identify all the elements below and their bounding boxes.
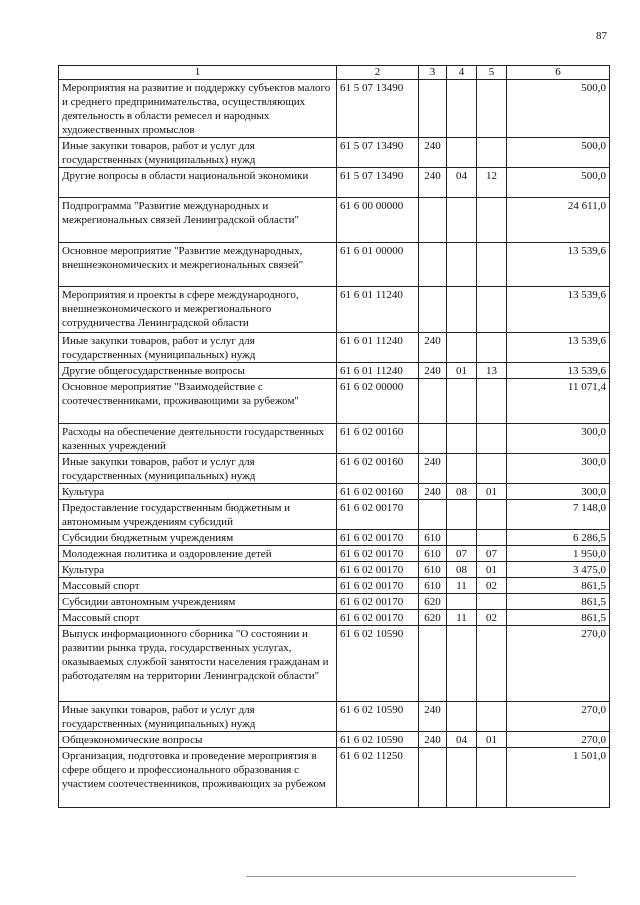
table-row <box>59 80 610 138</box>
row-name: Общеэкономические вопросы <box>59 732 337 748</box>
row-section: 11 <box>447 610 477 626</box>
row-name: Иные закупки товаров, работ и услуг для государственных (муниципальных) нужд <box>59 454 337 484</box>
row-expense-type: 240 <box>419 732 447 748</box>
row-code: 61 6 02 00170 <box>337 562 419 578</box>
row-expense-type: 610 <box>419 546 447 562</box>
row-subsection <box>477 530 507 546</box>
row-code: 61 6 02 11250 <box>337 748 419 808</box>
row-code: 61 5 07 13490 <box>337 138 419 168</box>
row-subsection <box>477 287 507 333</box>
row-subsection: 02 <box>477 578 507 594</box>
row-amount: 6 286,5 <box>507 530 610 546</box>
row-section <box>447 500 477 530</box>
row-expense-type: 240 <box>419 168 447 198</box>
row-code: 61 6 00 00000 <box>337 198 419 243</box>
row-subsection: 01 <box>477 562 507 578</box>
table-row <box>59 702 610 732</box>
row-name: Культура <box>59 484 337 500</box>
row-amount: 13 539,6 <box>507 243 610 287</box>
row-amount: 500,0 <box>507 138 610 168</box>
row-section <box>447 424 477 454</box>
row-subsection: 07 <box>477 546 507 562</box>
row-name: Иные закупки товаров, работ и услуг для государственных (муниципальных) нужд <box>59 333 337 363</box>
row-section <box>447 702 477 732</box>
header-col-3: 3 <box>419 66 447 80</box>
row-name: Другие общегосударственные вопросы <box>59 363 337 379</box>
header-col-2: 2 <box>337 66 419 80</box>
row-expense-type <box>419 287 447 333</box>
row-name: Массовый спорт <box>59 610 337 626</box>
row-expense-type <box>419 748 447 808</box>
row-section <box>447 243 477 287</box>
row-section: 04 <box>447 168 477 198</box>
row-amount: 300,0 <box>507 484 610 500</box>
row-subsection: 02 <box>477 610 507 626</box>
table-row <box>59 379 610 424</box>
row-name: Основное мероприятие "Взаимодействие с соотечественниками, проживающими за рубежом" <box>59 379 337 424</box>
row-expense-type: 610 <box>419 562 447 578</box>
row-expense-type <box>419 80 447 138</box>
row-code: 61 6 01 11240 <box>337 333 419 363</box>
row-amount: 300,0 <box>507 424 610 454</box>
row-amount: 13 539,6 <box>507 363 610 379</box>
row-amount: 270,0 <box>507 732 610 748</box>
row-amount: 13 539,6 <box>507 287 610 333</box>
row-amount: 270,0 <box>507 702 610 732</box>
row-expense-type <box>419 626 447 702</box>
table-row <box>59 500 610 530</box>
row-code: 61 6 02 00160 <box>337 424 419 454</box>
header-col-6: 6 <box>507 66 610 80</box>
table-row <box>59 424 610 454</box>
row-amount: 24 611,0 <box>507 198 610 243</box>
row-subsection <box>477 702 507 732</box>
table-row <box>59 626 610 702</box>
table-row <box>59 578 610 594</box>
row-name: Основное мероприятие "Развитие международных, внешнеэкономических и межрегиональных связей" <box>59 243 337 287</box>
row-section: 07 <box>447 546 477 562</box>
table-row <box>59 287 610 333</box>
row-name: Мероприятия и проекты в сфере международного, внешнеэкономического и межрегионального сотрудничества Ленинградской области <box>59 287 337 333</box>
row-expense-type <box>419 243 447 287</box>
page-bottom-rule <box>246 876 576 877</box>
row-section <box>447 333 477 363</box>
row-section <box>447 454 477 484</box>
row-amount: 1 950,0 <box>507 546 610 562</box>
row-code: 61 6 02 00170 <box>337 578 419 594</box>
table-row <box>59 732 610 748</box>
row-section <box>447 379 477 424</box>
row-code: 61 6 02 00170 <box>337 594 419 610</box>
row-amount: 861,5 <box>507 594 610 610</box>
table-row <box>59 530 610 546</box>
row-code: 61 6 02 00170 <box>337 610 419 626</box>
table-row <box>59 243 610 287</box>
row-expense-type <box>419 500 447 530</box>
budget-table <box>58 65 610 808</box>
row-name: Организация, подготовка и проведение мероприятия в сфере общего и профессионального образования с участием соотечественников, проживающих за рубежом <box>59 748 337 808</box>
row-name: Субсидии бюджетным учреждениям <box>59 530 337 546</box>
row-amount: 1 501,0 <box>507 748 610 808</box>
row-amount: 270,0 <box>507 626 610 702</box>
row-subsection <box>477 424 507 454</box>
row-amount: 300,0 <box>507 454 610 484</box>
row-amount: 7 148,0 <box>507 500 610 530</box>
row-subsection <box>477 454 507 484</box>
table-row <box>59 168 610 198</box>
row-subsection: 01 <box>477 484 507 500</box>
row-section <box>447 287 477 333</box>
row-subsection: 13 <box>477 363 507 379</box>
row-name: Иные закупки товаров, работ и услуг для государственных (муниципальных) нужд <box>59 138 337 168</box>
row-name: Мероприятия на развитие и поддержку субъектов малого и среднего предпринимательства, осуществляющих деятельность в области ремесел и народных художественных промыслов <box>59 80 337 138</box>
row-subsection: 12 <box>477 168 507 198</box>
table-row <box>59 562 610 578</box>
row-section: 04 <box>447 732 477 748</box>
row-expense-type: 240 <box>419 484 447 500</box>
row-section: 01 <box>447 363 477 379</box>
row-name: Предоставление государственным бюджетным и автономным учреждениям субсидий <box>59 500 337 530</box>
row-code: 61 6 02 00170 <box>337 546 419 562</box>
row-subsection: 01 <box>477 732 507 748</box>
row-subsection <box>477 138 507 168</box>
row-subsection <box>477 748 507 808</box>
header-col-5: 5 <box>477 66 507 80</box>
table-row <box>59 333 610 363</box>
row-section: 11 <box>447 578 477 594</box>
row-code: 61 6 01 00000 <box>337 243 419 287</box>
row-name: Иные закупки товаров, работ и услуг для государственных (муниципальных) нужд <box>59 702 337 732</box>
row-amount: 11 071,4 <box>507 379 610 424</box>
row-name: Расходы на обеспечение деятельности государственных казенных учреждений <box>59 424 337 454</box>
row-expense-type: 240 <box>419 454 447 484</box>
row-section <box>447 626 477 702</box>
table-row <box>59 610 610 626</box>
row-code: 61 6 02 00170 <box>337 500 419 530</box>
row-subsection <box>477 333 507 363</box>
row-name: Культура <box>59 562 337 578</box>
row-subsection <box>477 243 507 287</box>
row-expense-type: 240 <box>419 363 447 379</box>
row-subsection <box>477 379 507 424</box>
row-name: Молодежная политика и оздоровление детей <box>59 546 337 562</box>
row-subsection <box>477 500 507 530</box>
row-expense-type: 240 <box>419 702 447 732</box>
table-header-row <box>59 66 610 80</box>
row-code: 61 6 02 10590 <box>337 626 419 702</box>
row-subsection <box>477 198 507 243</box>
row-expense-type <box>419 379 447 424</box>
table-row <box>59 546 610 562</box>
table-row <box>59 594 610 610</box>
row-code: 61 6 02 00170 <box>337 530 419 546</box>
row-section: 08 <box>447 562 477 578</box>
row-section <box>447 748 477 808</box>
row-amount: 861,5 <box>507 578 610 594</box>
row-amount: 500,0 <box>507 168 610 198</box>
page-number: 87 <box>596 30 607 42</box>
row-name: Выпуск информационного сборника "О состоянии и развитии рынка труда, государственных услугах, оказываемых службой занятости населения гражданам и работодателям на территории Ленинградской области" <box>59 626 337 702</box>
row-name: Массовый спорт <box>59 578 337 594</box>
row-name: Подпрограмма "Развитие международных и межрегиональных связей Ленинградской области" <box>59 198 337 243</box>
header-col-1: 1 <box>59 66 337 80</box>
table-row <box>59 484 610 500</box>
row-expense-type: 240 <box>419 138 447 168</box>
row-code: 61 5 07 13490 <box>337 80 419 138</box>
row-section: 08 <box>447 484 477 500</box>
row-expense-type <box>419 198 447 243</box>
row-expense-type: 610 <box>419 530 447 546</box>
row-subsection <box>477 80 507 138</box>
row-code: 61 6 02 00160 <box>337 484 419 500</box>
row-code: 61 6 02 00000 <box>337 379 419 424</box>
table-row <box>59 363 610 379</box>
row-amount: 861,5 <box>507 610 610 626</box>
table-row <box>59 138 610 168</box>
row-code: 61 6 02 00160 <box>337 454 419 484</box>
row-name: Другие вопросы в области национальной экономики <box>59 168 337 198</box>
row-code: 61 6 01 11240 <box>337 287 419 333</box>
row-section <box>447 80 477 138</box>
row-section <box>447 530 477 546</box>
table-row <box>59 454 610 484</box>
row-code: 61 6 02 10590 <box>337 702 419 732</box>
row-code: 61 5 07 13490 <box>337 168 419 198</box>
row-expense-type: 620 <box>419 610 447 626</box>
row-amount: 3 475,0 <box>507 562 610 578</box>
row-amount: 500,0 <box>507 80 610 138</box>
row-section <box>447 138 477 168</box>
row-expense-type: 620 <box>419 594 447 610</box>
table-row <box>59 198 610 243</box>
row-subsection <box>477 594 507 610</box>
row-subsection <box>477 626 507 702</box>
row-code: 61 6 02 10590 <box>337 732 419 748</box>
header-col-4: 4 <box>447 66 477 80</box>
row-amount: 13 539,6 <box>507 333 610 363</box>
row-expense-type <box>419 424 447 454</box>
row-code: 61 6 01 11240 <box>337 363 419 379</box>
row-expense-type: 610 <box>419 578 447 594</box>
table-body <box>59 80 610 808</box>
row-name: Субсидии автономным учреждениям <box>59 594 337 610</box>
row-expense-type: 240 <box>419 333 447 363</box>
row-section <box>447 198 477 243</box>
row-section <box>447 594 477 610</box>
table-row <box>59 748 610 808</box>
